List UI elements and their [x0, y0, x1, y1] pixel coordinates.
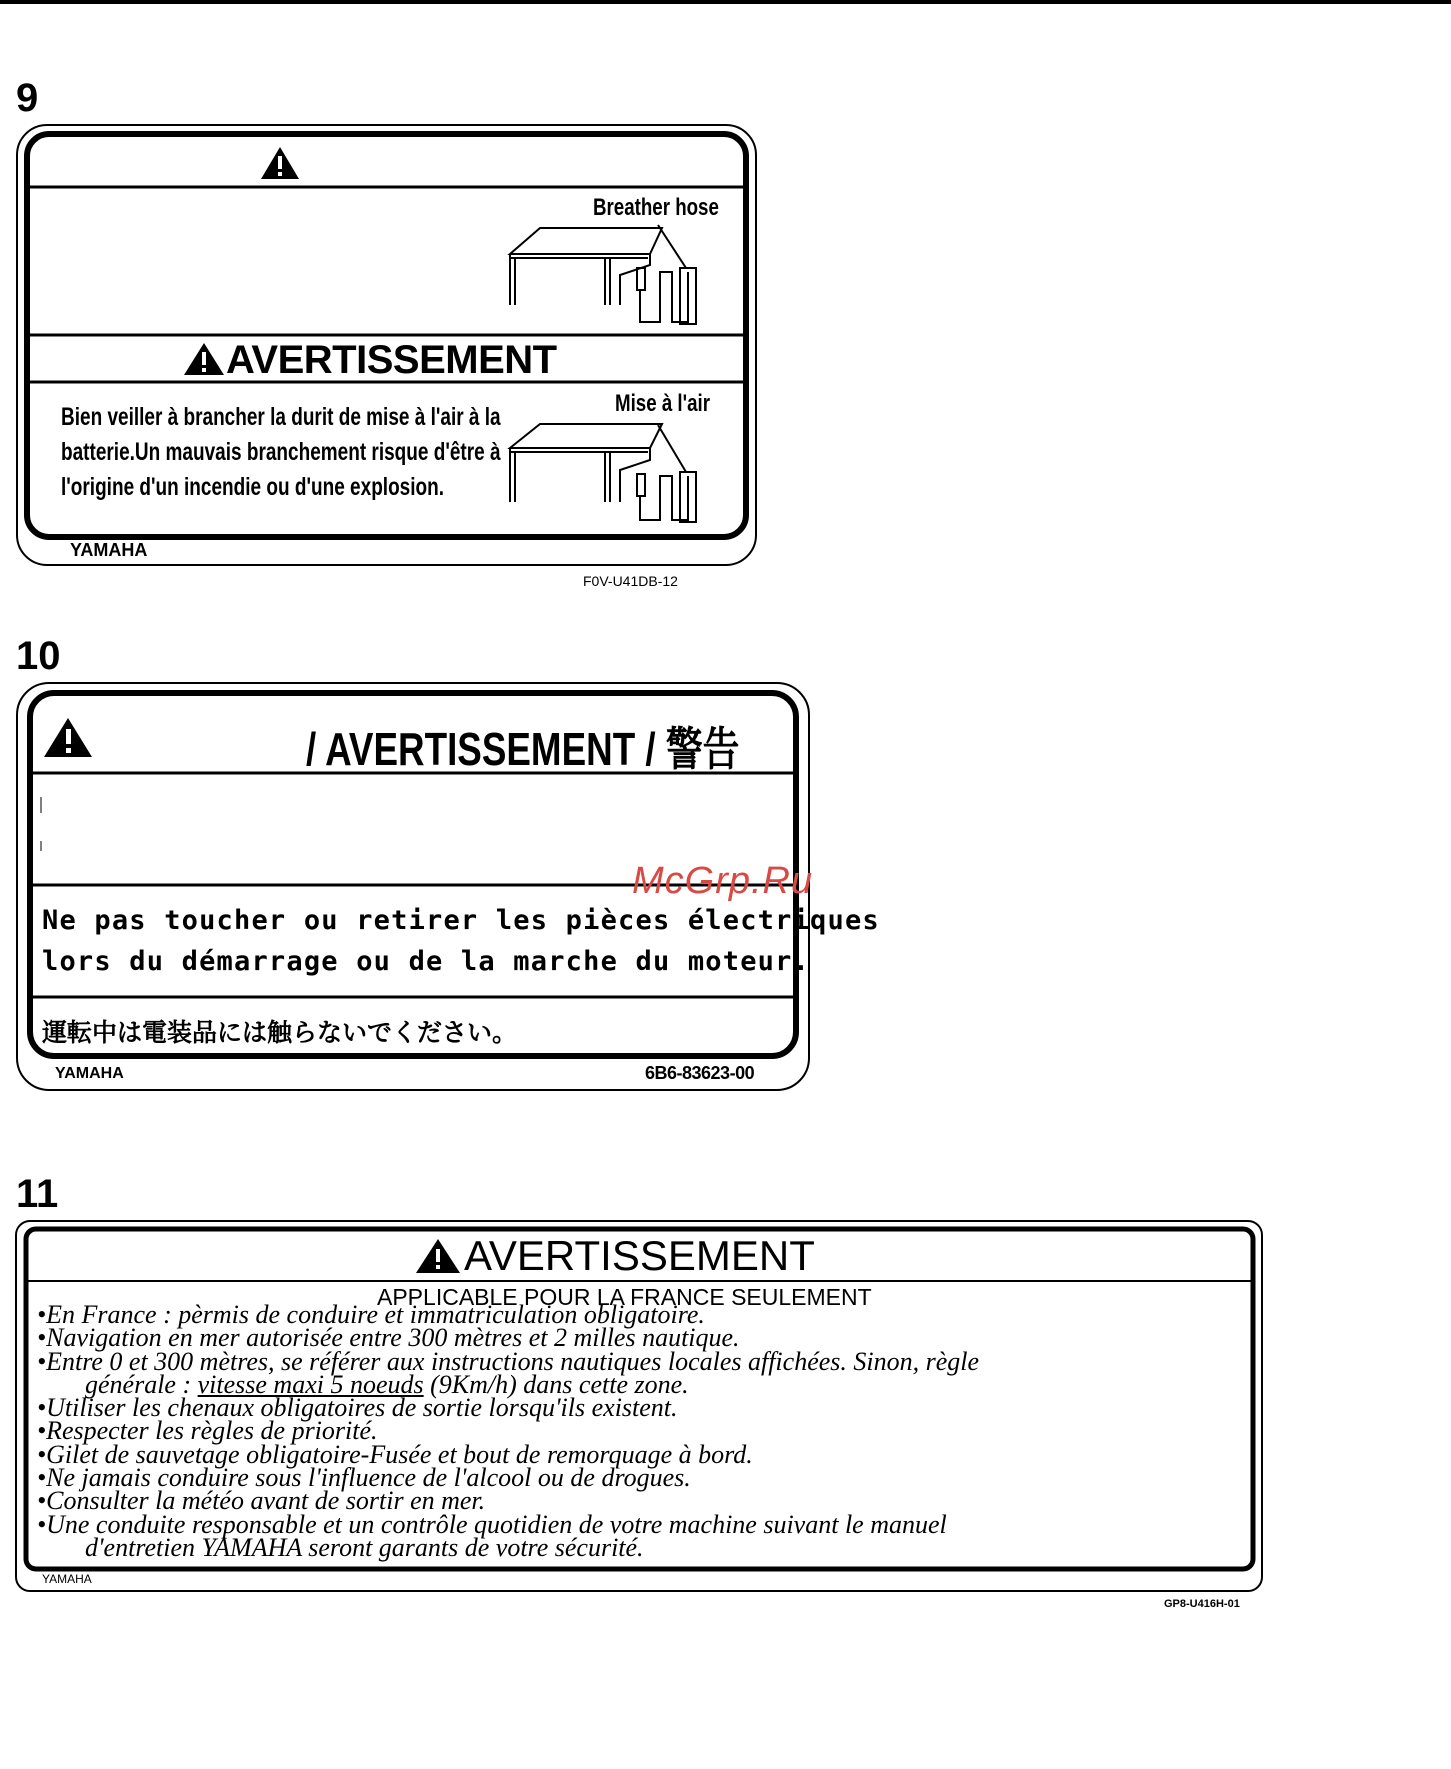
list-item: d'entretien YAMAHA seront garants de votre sécurité.: [85, 1532, 644, 1562]
list-item: •Consulter la météo avant de sortir en mer.: [37, 1486, 486, 1516]
warning-icon: [44, 718, 92, 757]
list-item: •Ne jamais conduire sous l'influence de l'alcool ou de drogues.: [37, 1463, 691, 1493]
label-10-part-code: 6B6-83623-00: [645, 1063, 755, 1083]
label-9-heading: AVERTISSEMENT: [226, 338, 557, 382]
label-11-brand: YAMAHA: [42, 1572, 92, 1586]
label-9-body-line: l'origine d'un incendie ou d'une explosion.: [61, 473, 445, 501]
label-9-number: 9: [16, 76, 39, 120]
label-9-body-line: Bien veiller à brancher la durit de mise à l'air à la: [61, 403, 501, 431]
label-10-body: [42, 900, 880, 982]
list-item: •Utiliser les chenaux obligatoires de sortie lorsqu'ils existent.: [37, 1393, 678, 1423]
list-item: •En France : pèrmis de conduire et immatriculation obligatoire.: [37, 1300, 705, 1329]
battery-diagram-icon: [510, 424, 696, 522]
list-item: •Entre 0 et 300 mètres, se référer aux instructions nautiques locales affichées. Sinon, règle: [37, 1346, 980, 1376]
label-10-body-line: Ne pas toucher ou retirer les pièces électriques: [42, 905, 880, 936]
battery-diagram-icon: [510, 225, 696, 324]
diagram-label-breather-hose: Breather hose: [593, 194, 719, 221]
warning-icon: [416, 1239, 460, 1273]
label-11-number: 11: [16, 1172, 59, 1216]
label-10-number: 10: [16, 634, 61, 678]
list-item: •Une conduite responsable et un contrôle quotidien de votre machine suivant le manuel: [37, 1509, 947, 1539]
label-10-heading: / AVERTISSEMENT / 警告: [306, 723, 740, 775]
diagram-label-mise-a-lair: Mise à l'air: [615, 390, 710, 417]
label-11-list: [37, 1300, 980, 1562]
list-item: •Gilet de sauvetage obligatoire-Fusée et bout de remorquage à bord.: [37, 1439, 753, 1469]
speed-limit: vitesse maxi 5 noeuds: [197, 1369, 424, 1399]
label-9-brand: YAMAHA: [70, 540, 148, 560]
label-11-heading: AVERTISSEMENT: [464, 1232, 815, 1279]
warning-icon: [261, 147, 299, 179]
warning-icon: [184, 343, 224, 375]
label-9-body: [61, 400, 501, 505]
label-9-body-line: batterie.Un mauvais branchement risque d'être à: [61, 438, 501, 466]
label-11-subheading: APPLICABLE POUR LA FRANCE SEULEMENT: [377, 1284, 872, 1310]
list-item: •Respecter les règles de priorité.: [37, 1416, 378, 1446]
label-10-body-line: lors du démarrage ou de la marche du moteur.: [42, 946, 811, 977]
label-10-japanese: 運転中は電装品には触らないでください。: [42, 1018, 518, 1047]
label-9-part-code: F0V-U41DB-12: [583, 573, 678, 589]
list-item: générale : vitesse maxi 5 noeuds (9Km/h) dans cette zone.: [85, 1369, 689, 1399]
label-10-brand: YAMAHA: [55, 1065, 124, 1082]
list-item: •Navigation en mer autorisée entre 300 mètres et 2 milles nautique.: [37, 1323, 740, 1353]
label-11-part-code: GP8-U416H-01: [1164, 1598, 1240, 1610]
watermark: McGrp.Ru: [632, 860, 814, 902]
